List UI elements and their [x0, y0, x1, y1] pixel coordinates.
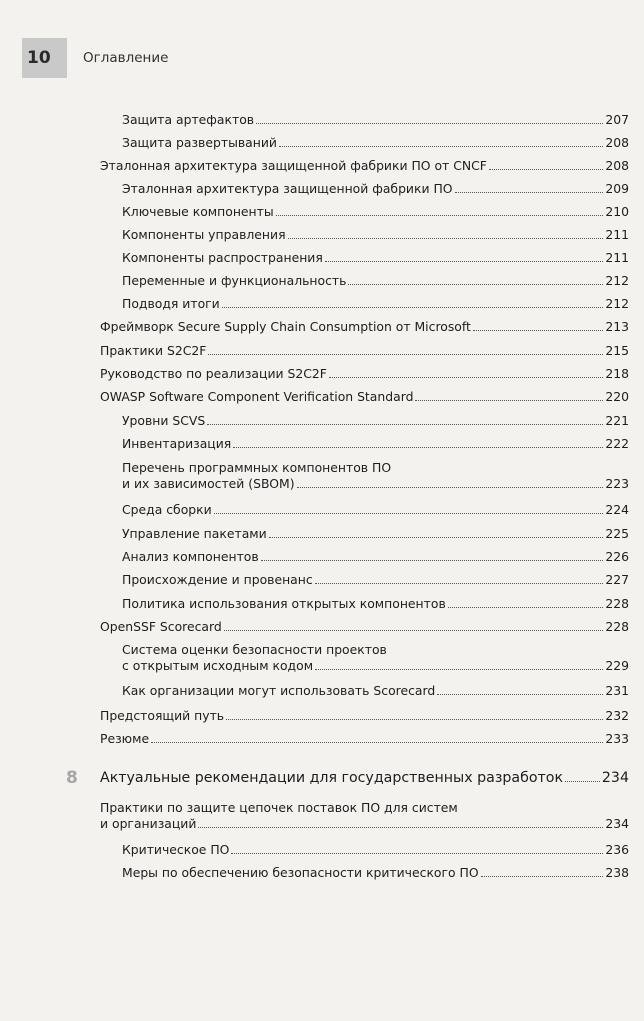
toc-entry-page: 228	[605, 619, 629, 634]
leader-dots	[489, 169, 603, 170]
toc-entry-page: 232	[605, 708, 629, 723]
toc-entry-page: 231	[605, 683, 629, 698]
toc-entry-page: 213	[605, 319, 629, 334]
toc-entry-page: 223	[605, 476, 629, 491]
toc-entry-title: Компоненты управления	[122, 227, 286, 242]
leader-dots	[256, 123, 603, 124]
toc-entry	[100, 366, 629, 381]
toc-entry-title: Политика использования открытых компонентов	[122, 596, 446, 611]
toc-entry-page: 211	[605, 227, 629, 242]
toc-entry-title: OpenSSF Scorecard	[100, 619, 222, 634]
toc-entry	[122, 865, 629, 880]
toc-entry	[122, 204, 629, 219]
toc-entry-title: Происхождение и провенанс	[122, 572, 313, 587]
toc-entry-title-line1: Система оценки безопасности проектов	[122, 642, 387, 657]
toc-entry	[100, 619, 629, 634]
toc-entry-page: 227	[605, 572, 629, 587]
toc-entry	[100, 319, 629, 334]
toc-entry-title: Меры по обеспечению безопасности критического ПО	[122, 865, 479, 880]
toc-entry	[100, 343, 629, 358]
toc-entry	[122, 596, 629, 611]
toc-entry	[100, 389, 629, 404]
chapter-page: 234	[601, 770, 629, 786]
toc-entry-title: Подводя итоги	[122, 296, 220, 311]
toc-entry-title: Эталонная архитектура защищенной фабрики ПО от CNCF	[100, 158, 487, 173]
toc-entry-title: Анализ компонентов	[122, 549, 259, 564]
toc-entry-title: Защита артефактов	[122, 112, 255, 127]
toc-entry-title: Как организации могут использовать Scorecard	[122, 683, 436, 698]
toc-entry	[122, 502, 629, 517]
toc-entry-page: 207	[605, 112, 629, 127]
leader-dots	[325, 261, 604, 262]
leader-dots	[198, 827, 603, 828]
leader-dots	[222, 307, 604, 308]
leader-dots	[214, 513, 604, 514]
leader-dots	[329, 377, 603, 378]
toc-entry-title: Ключевые компоненты	[122, 204, 274, 219]
toc-entry-title-line1: Перечень программных компонентов ПО	[122, 460, 392, 475]
toc-entry-page: 218	[605, 366, 629, 381]
toc-entry-page: 226	[605, 549, 629, 564]
leader-dots	[224, 630, 604, 631]
toc-entry	[122, 135, 629, 150]
toc-entry-page: 208	[605, 158, 629, 173]
toc-entry-title: Компоненты распространения	[122, 250, 323, 265]
toc-entry-title: Предстоящий путь	[100, 708, 225, 723]
toc-entry-page: 210	[605, 204, 629, 219]
toc-entry	[100, 158, 629, 173]
toc-entry-page: 211	[605, 250, 629, 265]
leader-dots	[279, 146, 603, 147]
toc-entry	[122, 112, 629, 127]
toc-entry-title-line2: и организаций	[100, 816, 197, 831]
toc-entry	[122, 642, 629, 674]
toc-entry-title: Переменные и функциональность	[122, 273, 347, 288]
toc-entry-page: 238	[605, 865, 629, 880]
toc-entry-title: Резюме	[100, 731, 150, 746]
leader-dots	[233, 447, 603, 448]
leader-dots	[448, 607, 604, 608]
toc-entry-page: 229	[605, 658, 629, 673]
leader-dots	[151, 742, 603, 743]
leader-dots	[455, 192, 604, 193]
toc-entry-page: 224	[605, 502, 629, 517]
toc-entry	[122, 227, 629, 242]
toc-entry-page: 212	[605, 296, 629, 311]
toc-entry-page: 220	[605, 389, 629, 404]
toc-entry	[122, 549, 629, 564]
toc-entry-page: 228	[605, 596, 629, 611]
toc-entry-title: Уровни SCVS	[122, 413, 206, 428]
toc-entry-title: Управление пакетами	[122, 526, 267, 541]
toc-entry-page: 212	[605, 273, 629, 288]
toc-entry	[122, 526, 629, 541]
chapter-title: Актуальные рекомендации для государственных разработок	[100, 770, 564, 786]
leader-dots	[348, 284, 603, 285]
toc-entry-page: 236	[605, 842, 629, 857]
leader-dots	[288, 238, 604, 239]
toc-entry	[122, 683, 629, 698]
leader-dots	[481, 876, 604, 877]
toc-entry-page: 208	[605, 135, 629, 150]
running-head: Оглавление	[83, 50, 169, 66]
toc-entry-page: 209	[605, 181, 629, 196]
toc-entry	[122, 296, 629, 311]
toc-entry-title: Защита развертываний	[122, 135, 277, 150]
toc-entry-page: 234	[605, 816, 629, 831]
toc-entry-title: Фреймворк Secure Supply Chain Consumption от Microsoft	[100, 319, 471, 334]
toc-entry-title: OWASP Software Component Verification Standard	[100, 389, 414, 404]
leader-dots	[437, 694, 603, 695]
leader-dots	[207, 424, 603, 425]
toc-entry-page: 215	[605, 343, 629, 358]
toc-entry-page: 233	[605, 731, 629, 746]
toc-entry-page: 222	[605, 436, 629, 451]
toc-entry	[122, 413, 629, 428]
leader-dots	[297, 487, 604, 488]
toc-entry	[122, 273, 629, 288]
leader-dots	[415, 400, 603, 401]
toc-entry-page: 221	[605, 413, 629, 428]
toc-entry	[100, 731, 629, 746]
toc-entry	[122, 842, 629, 857]
toc-entry-title-line1: Практики по защите цепочек поставок ПО для систем	[100, 800, 458, 815]
toc-entry-title-line2: с открытым исходным кодом	[122, 658, 314, 673]
toc-entry-title: Среда сборки	[122, 502, 212, 517]
chapter-number: 8	[66, 768, 78, 788]
toc-entry	[122, 436, 629, 451]
toc-entry	[122, 250, 629, 265]
leader-dots	[315, 669, 603, 670]
chapter-heading	[100, 770, 629, 786]
toc-entry-title: Руководство по реализации S2C2F	[100, 366, 327, 381]
leader-dots	[208, 354, 603, 355]
leader-dots	[261, 560, 604, 561]
leader-dots	[315, 583, 604, 584]
toc-entry	[122, 181, 629, 196]
toc-entry-page: 225	[605, 526, 629, 541]
leader-dots	[269, 537, 604, 538]
leader-dots	[565, 781, 600, 782]
toc-entry-title: Критическое ПО	[122, 842, 230, 857]
page-number: 10	[27, 48, 51, 68]
toc-entry	[122, 460, 629, 492]
toc-entry-title: Эталонная архитектура защищенной фабрики ПО	[122, 181, 453, 196]
leader-dots	[231, 853, 603, 854]
toc-entry-title: Практики S2C2F	[100, 343, 207, 358]
leader-dots	[473, 330, 603, 331]
leader-dots	[276, 215, 604, 216]
toc-entry	[100, 800, 629, 832]
toc-entry-title-line2: и их зависимостей (SBOM)	[122, 476, 295, 491]
toc-entry	[122, 572, 629, 587]
toc-entry-title: Инвентаризация	[122, 436, 232, 451]
leader-dots	[226, 719, 603, 720]
toc-entry	[100, 708, 629, 723]
